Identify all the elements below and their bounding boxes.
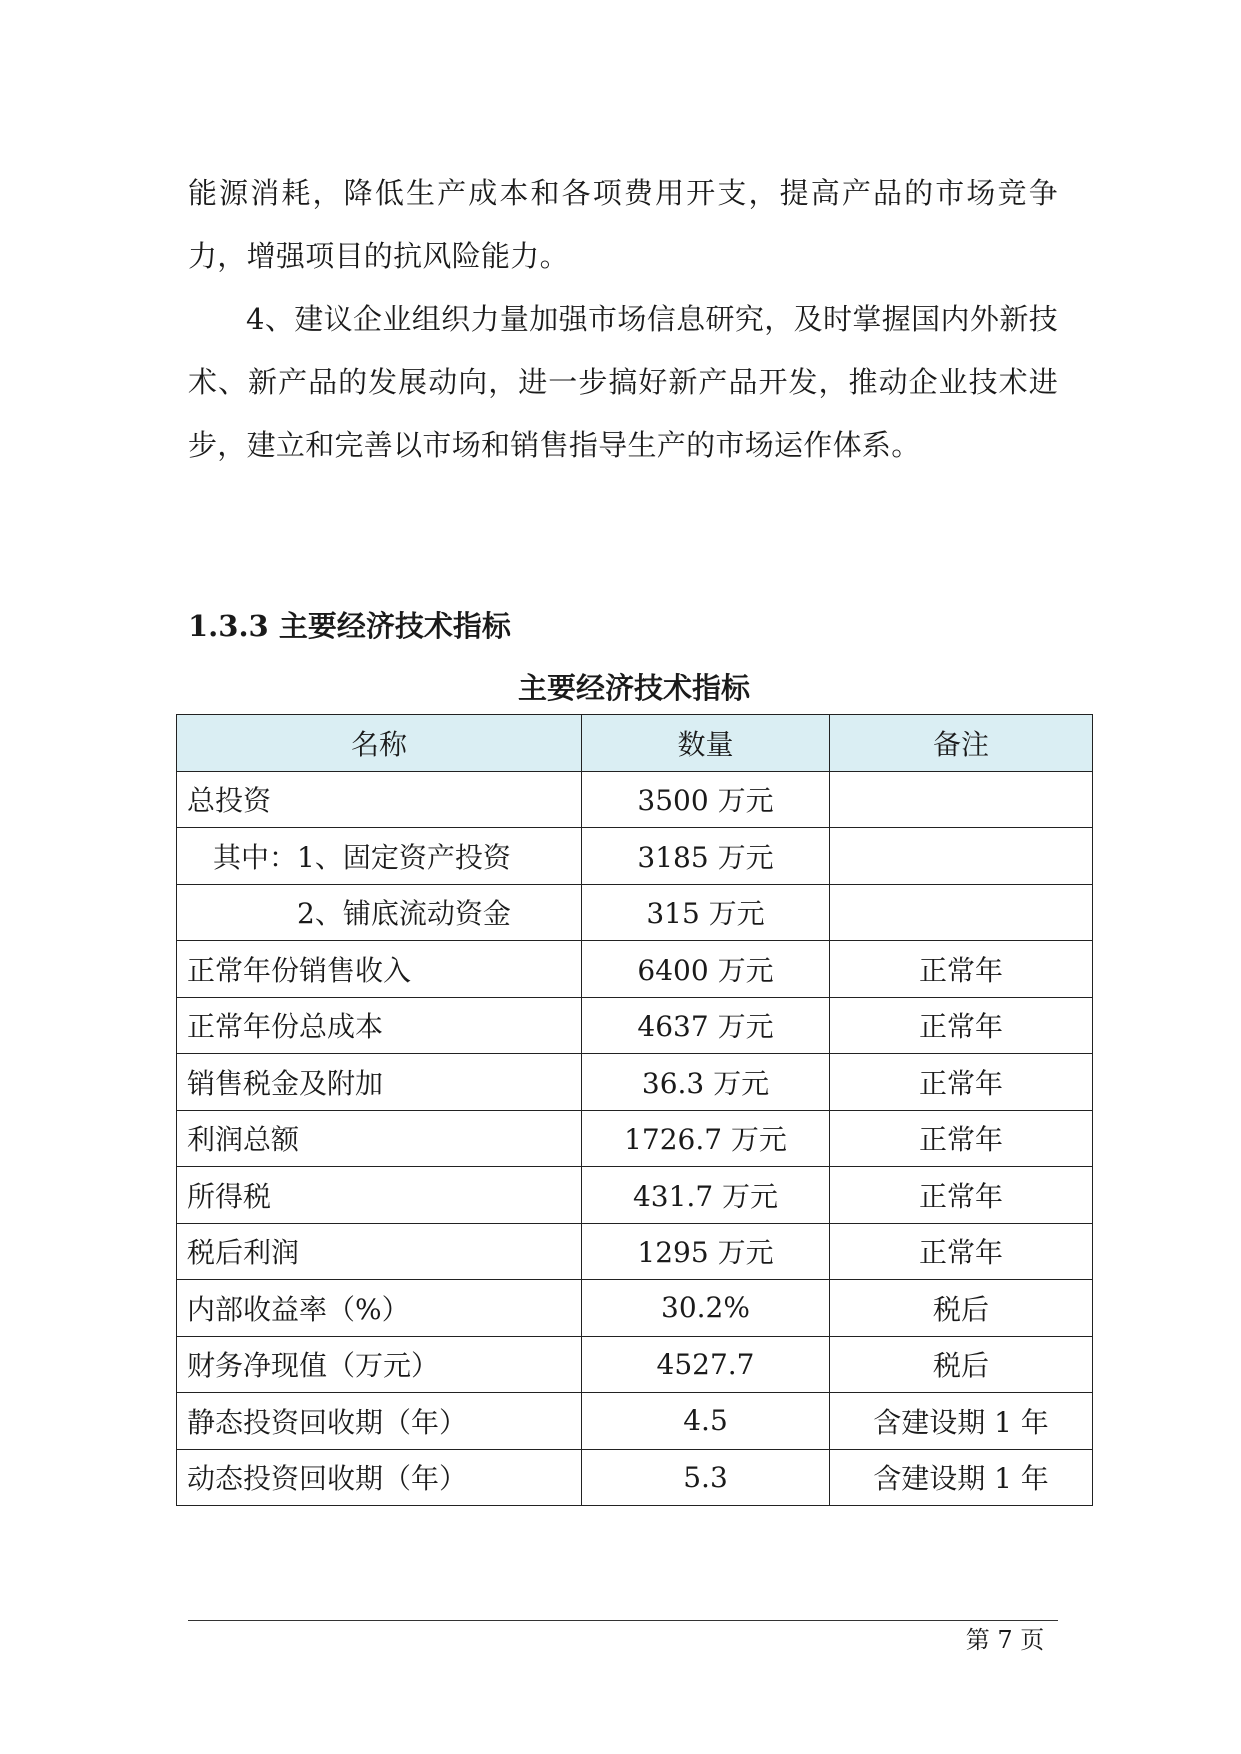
table-row (177, 1336, 1093, 1393)
table-header-row (177, 715, 1093, 772)
header-name: 名称 (177, 715, 582, 772)
paragraph-recommendation-4: 4、建议企业组织力量加强市场信息研究，及时掌握国内外新技术、新产品的发展动向，进一步搞好新产品开发，推动企业技术进步，建立和完善以市场和销售指导生产的市场运作体系。 (188, 302, 1058, 462)
table-title: 主要经济技术指标 (517, 671, 750, 705)
row-name: 财务净现值（万元） (177, 1336, 582, 1393)
table-row (177, 884, 1093, 941)
row-name: 内部收益率（%） (177, 1280, 582, 1337)
row-quantity: 315 万元 (582, 884, 830, 941)
footer-divider (188, 1620, 1058, 1621)
row-quantity: 1295 万元 (582, 1223, 830, 1280)
table-row (177, 771, 1093, 828)
row-remark: 正常年 (830, 941, 1093, 998)
paragraph-continuation: 能源消耗，降低生产成本和各项费用开支，提高产品的市场竞争力，增强项目的抗风险能力。 (188, 176, 1058, 273)
section-heading: 1.3.3 主要经济技术指标 (188, 609, 511, 643)
table-row (177, 1223, 1093, 1280)
indicators-table (176, 714, 1093, 1506)
row-remark: 正常年 (830, 997, 1093, 1054)
body-text (188, 162, 1058, 477)
table-row (177, 1167, 1093, 1224)
row-remark (830, 828, 1093, 885)
row-remark: 含建设期 1 年 (830, 1449, 1093, 1506)
page-number: 第 7 页 (965, 1626, 1045, 1654)
row-name: 其中：1、固定资产投资 (177, 828, 582, 885)
row-name: 动态投资回收期（年） (177, 1449, 582, 1506)
table-row (177, 1110, 1093, 1167)
table-row (177, 941, 1093, 998)
row-quantity: 36.3 万元 (582, 1054, 830, 1111)
row-quantity: 1726.7 万元 (582, 1110, 830, 1167)
table-row (177, 1054, 1093, 1111)
row-name: 利润总额 (177, 1110, 582, 1167)
row-name: 所得税 (177, 1167, 582, 1224)
row-name: 2、铺底流动资金 (177, 884, 582, 941)
row-remark: 含建设期 1 年 (830, 1393, 1093, 1450)
row-remark: 税后 (830, 1336, 1093, 1393)
row-name: 正常年份总成本 (177, 997, 582, 1054)
row-name: 静态投资回收期（年） (177, 1393, 582, 1450)
row-quantity: 6400 万元 (582, 941, 830, 998)
row-remark: 税后 (830, 1280, 1093, 1337)
row-quantity: 30.2% (582, 1280, 830, 1337)
row-quantity: 4527.7 (582, 1336, 830, 1393)
table-row (177, 828, 1093, 885)
row-name: 正常年份销售收入 (177, 941, 582, 998)
row-remark: 正常年 (830, 1167, 1093, 1224)
row-quantity: 3185 万元 (582, 828, 830, 885)
header-remark: 备注 (830, 715, 1093, 772)
header-quantity: 数量 (582, 715, 830, 772)
row-remark: 正常年 (830, 1110, 1093, 1167)
row-quantity: 431.7 万元 (582, 1167, 830, 1224)
table-row (177, 1393, 1093, 1450)
table-row (177, 1449, 1093, 1506)
row-name: 税后利润 (177, 1223, 582, 1280)
row-remark (830, 884, 1093, 941)
row-name: 销售税金及附加 (177, 1054, 582, 1111)
table-row (177, 997, 1093, 1054)
row-remark: 正常年 (830, 1054, 1093, 1111)
row-quantity: 3500 万元 (582, 771, 830, 828)
row-quantity: 4637 万元 (582, 997, 830, 1054)
row-remark: 正常年 (830, 1223, 1093, 1280)
row-quantity: 4.5 (582, 1393, 830, 1450)
row-quantity: 5.3 (582, 1449, 830, 1506)
row-name: 总投资 (177, 771, 582, 828)
row-remark (830, 771, 1093, 828)
table-row (177, 1280, 1093, 1337)
